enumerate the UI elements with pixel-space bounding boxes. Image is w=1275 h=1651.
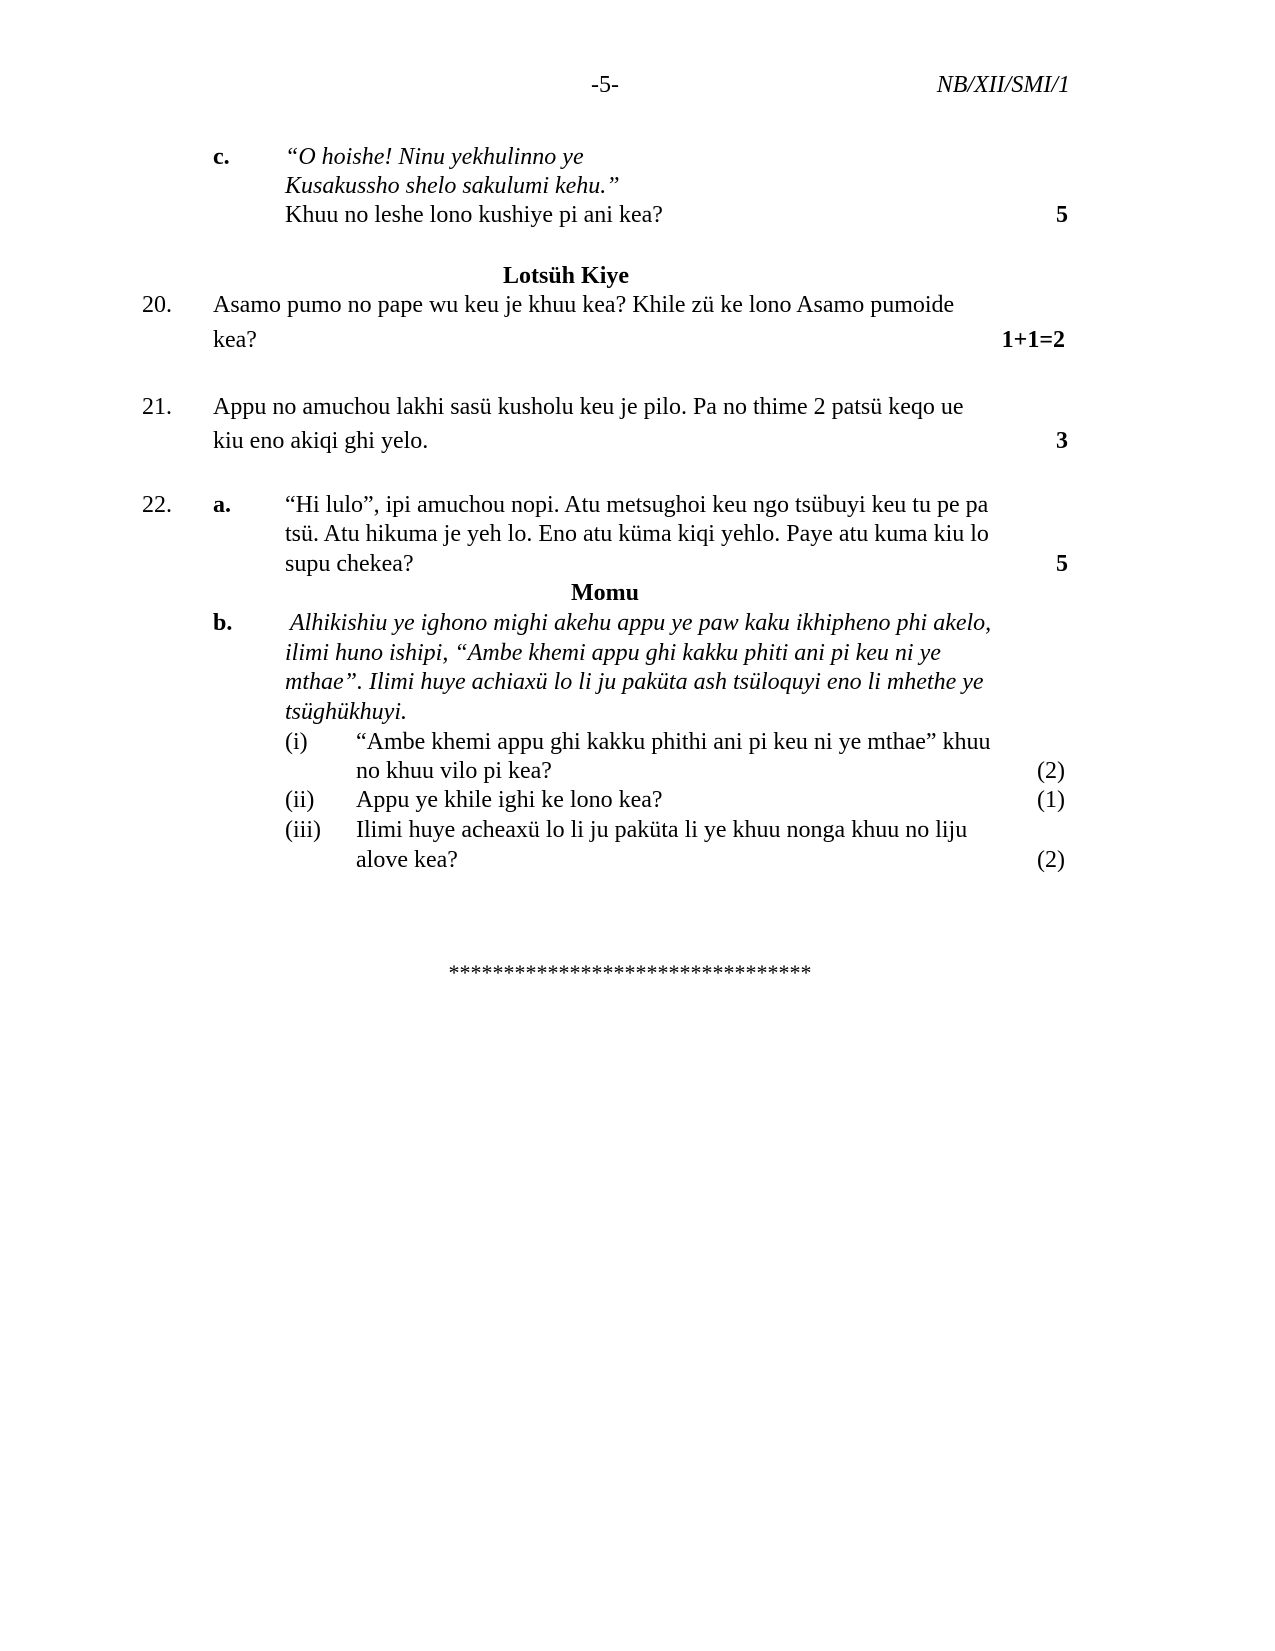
q22b-sub-ii-number: (ii) (285, 787, 315, 813)
q21-number: 21. (142, 394, 172, 420)
q19c-quote-line-2: Kusakussho shelo sakulumi kehu.” (285, 173, 620, 199)
q22a-line-2: tsü. Atu hikuma je yeh lo. Eno atu küma kiqi yehlo. Paye atu kuma kiu lo (285, 521, 989, 547)
q21-line-1: Appu no amuchou lakhi sasü kusholu keu je pilo. Pa no thime 2 patsü keqo ue (213, 394, 964, 420)
q22b-sub-i-marks: (2) (1037, 758, 1065, 784)
document-code: NB/XII/SMI/1 (936, 72, 1070, 98)
q22a-line-3: supu chekea? (285, 551, 414, 577)
q22a-marks: 5 (1056, 551, 1068, 577)
q22b-sub-i-line-1: “Ambe khemi appu ghi kakku phithi ani pi keu ni ye mthae” khuu (356, 729, 991, 755)
q20-number: 20. (142, 292, 172, 318)
q22a-line-1: “Hi lulo”, ipi amuchou nopi. Atu metsughoi keu ngo tsübuyi keu tu pe pa (285, 492, 989, 518)
q20-line-1: Asamo pumo no pape wu keu je khuu kea? Khile zü ke lono Asamo pumoide (213, 292, 955, 318)
section-heading-lotsuh-kiye: Lotsüh Kiye (502, 263, 630, 289)
q22b-passage-line-3: mthae”. Ilimi huye achiaxü lo li ju paküta ash tsüloquyi eno li mhethe ye (285, 669, 984, 695)
q19c-question: Khuu no leshe lono kushiye pi ani kea? (285, 202, 663, 228)
q22b-label: b. (213, 610, 233, 636)
q22a-label: a. (213, 492, 231, 518)
page-number: -5- (591, 72, 619, 98)
q22b-sub-ii-marks: (1) (1037, 787, 1065, 813)
q22b-sub-i-line-2: no khuu vilo pi kea? (356, 758, 552, 784)
section-heading-momu: Momu (571, 580, 639, 606)
q22b-passage-line-1: Alhikishiu ye ighono mighi akehu appu ye paw kaku ikhipheno phi akelo, (290, 610, 992, 636)
q20-marks: 1+1=2 (1001, 327, 1065, 353)
q22b-sub-iii-line-1: Ilimi huye acheaxü lo li ju paküta li ye khuu nonga khuu no liju (356, 817, 968, 843)
q22b-passage-line-2: ilimi huno ishipi, “Ambe khemi appu ghi kakku phiti ani pi keu ni ye (285, 640, 941, 666)
q22b-sub-i-number: (i) (285, 729, 308, 755)
q22b-sub-ii-line-1: Appu ye khile ighi ke lono kea? (356, 787, 663, 813)
q22b-sub-iii-line-2: alove kea? (356, 847, 458, 873)
q20-line-2: kea? (213, 327, 257, 353)
q21-marks: 3 (1056, 428, 1068, 454)
q19c-quote-line-1: “O hoishe! Ninu yekhulinno ye (285, 144, 584, 170)
q19c-marks: 5 (1056, 202, 1068, 228)
q22b-passage-line-4: tsüghükhuyi. (285, 699, 407, 725)
q21-line-2: kiu eno akiqi ghi yelo. (213, 428, 429, 454)
q19c-label: c. (213, 144, 230, 170)
q22-number: 22. (142, 492, 172, 518)
q22b-sub-iii-marks: (2) (1037, 847, 1065, 873)
end-of-paper-rule: ********************************* (448, 960, 812, 985)
q22b-sub-iii-number: (iii) (285, 817, 321, 843)
